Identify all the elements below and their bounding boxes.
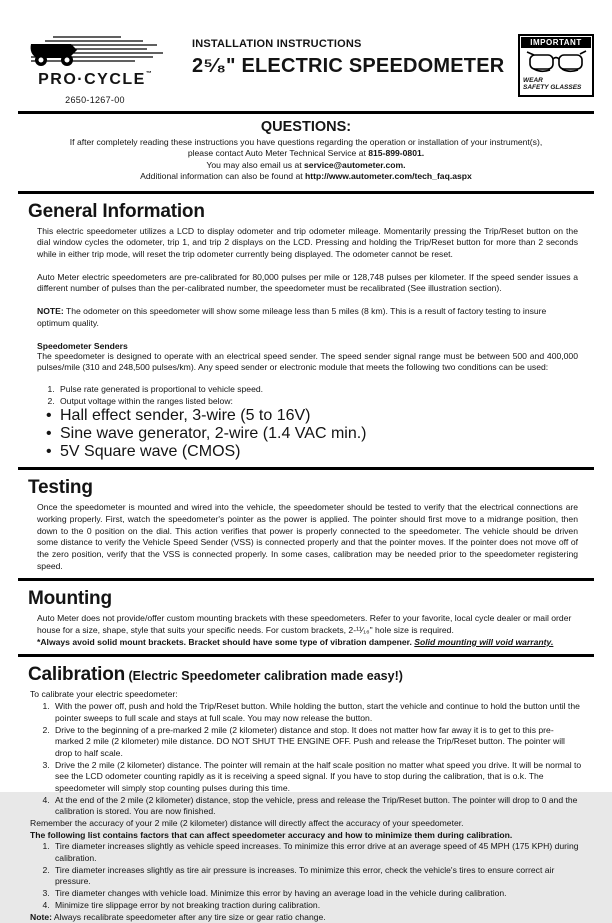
header (0, 0, 612, 111)
note-text: Always recalibrate speedometer after any tire size or gear ratio change. (52, 912, 326, 922)
calibration-heading (28, 664, 612, 686)
general-paragraph-1: This electric speedometer utilizes a LCD to display odometer and trip odometer mileage. Momentarily pressing the Trip/Reset button on the dial window cycles the odometer, trip 1, and trip 2 displays on the LCD. Pressing and holding the Trip/Reset button for more than 2 seconds while in either trip mode, will reset the trip odometer currently being displayed. The odometer cannot be reset. (37, 226, 578, 261)
note-label: Note: (30, 912, 52, 922)
factors-list (52, 841, 582, 911)
general-information-section (0, 201, 612, 462)
badge-caption-line1: WEAR (523, 77, 589, 84)
mounting-paragraph: Auto Meter does not provide/offer custom mounting brackets with these speedometers. Refer to your favorite, local cycle dealer or mail order house for a size, shape, style that suits your specific needs. For custom brackets, 2-¹¹⁄₁₆" hole size is required. (37, 613, 578, 636)
calibration-steps-list (52, 701, 582, 818)
list-item: 3. Drive the 2 mile (2 kilometer) distance. The pointer will remain at the half scale position no matter what speed you drive. It will be normal to see the LCD odometer counting rapidly as it is receiving a speed signal. If you have to stop during the calibration, that is o.k. The speedometer will simply stop counting pulses during this time. (52, 760, 582, 795)
list-item: • Hall effect sender, 3-wire (5 to 16V) (46, 407, 612, 425)
divider (18, 654, 594, 657)
questions-line-4-text: Additional information can also be found at (140, 171, 305, 181)
badge-caption-line2: SAFETY GLASSES (523, 84, 589, 91)
support-email: service@autometer.com. (304, 160, 406, 170)
mounting-warning-text: *Always avoid solid mount brackets. Bracket should have some type of vibration dampener. (37, 637, 414, 647)
calibration-note (30, 912, 582, 923)
calibration-heading-sub: (Electric Speedometer calibration made easy!) (125, 669, 403, 683)
list-item: 2. Tire diameter increases slightly as tire air pressure is increases. To minimize this error, check the vehicle's tires to ensure correct air pressure. (52, 865, 582, 888)
calibration-remember: Remember the accuracy of your 2 mile (2 kilometer) distance will directly affect the accuracy of your speedometer. (30, 818, 582, 830)
brand-name: PRO·CYCLE™ (20, 71, 170, 89)
general-paragraph-2: Auto Meter electric speedometers are pre-calibrated for 80,000 pulses per mile or 128,748 pulses per kilometer. If the speed sender issues a different number of pulses than the per-calibrated number, the speedometer must be recalibrated (See illustration section). (37, 272, 578, 295)
speedometer-senders-heading: Speedometer Senders (37, 341, 578, 351)
list-item: 1. Pulse rate generated is proportional to vehicle speed. (57, 384, 578, 396)
support-url: http://www.autometer.com/tech_faq.aspx (305, 171, 472, 181)
part-number: 2650-1267-00 (20, 95, 170, 105)
safety-badge (518, 34, 594, 97)
doc-type-title: INSTALLATION INSTRUCTIONS (192, 38, 518, 50)
list-item: 1. With the power off, push and hold the Trip/Reset button. While holding the button, start the vehicle and continue to hold the button until the pointer sweeps to full scale and stays at full scale. You may now release the button. (52, 701, 582, 724)
list-item: 2. Output voltage within the ranges listed below: (57, 396, 578, 408)
questions-section (0, 114, 612, 191)
list-item: 3. Tire diameter changes with vehicle load. Minimize this error by having an average load in the vehicle during calibration. (52, 888, 582, 900)
speed-lines-icon (25, 55, 165, 72)
list-item: 4. At the end of the 2 mile (2 kilometer) distance, stop the vehicle, press and release the Trip/Reset button. The pointer will drop to 0 and the calibration is stored. You are now finished. (52, 795, 582, 818)
safety-glasses-icon (521, 50, 591, 76)
note-label: NOTE: (37, 306, 64, 316)
factors-heading: The following list contains factors that can affect speedometer accuracy and how to minimize them during calibration. (30, 830, 582, 842)
general-note (37, 306, 578, 329)
title-block (170, 34, 518, 78)
mounting-heading: Mounting (28, 588, 612, 610)
trademark-symbol: ™ (146, 71, 152, 77)
list-item: 4. Minimize tire slippage error by not breaking traction during calibration. (52, 900, 582, 912)
questions-line-3-text: You may also email us at (206, 160, 304, 170)
testing-heading: Testing (28, 477, 612, 499)
list-item: 1. Tire diameter increases slightly as vehicle speed increases. To minimize this error drive at an average speed of 45 MPH (175 KPH) during calibration. (52, 841, 582, 864)
list-item: 2. Drive to the beginning of a pre-marked 2 mile (2 kilometer) distance and stop. It does not matter how far away it is to get to this pre-marked 2 mile (2 kilometer) mile distance. DO NOT SHUT THE ENGINE OFF. Push and release the Trip/Reset button. The pointer will drop to half scale. (52, 725, 582, 760)
questions-line-1: If after completely reading these instructions you have questions regarding the operation or installation of your instrument(s), (30, 137, 582, 148)
calibration-section (0, 664, 612, 923)
sender-conditions-list (57, 384, 578, 407)
divider (18, 191, 594, 194)
testing-section (0, 477, 612, 572)
list-item: • Sine wave generator, 2-wire (1.4 VAC min.) (46, 425, 612, 443)
general-information-heading: General Information (28, 201, 612, 223)
badge-caption (521, 76, 591, 94)
support-phone: 815-899-0801. (368, 148, 424, 158)
mounting-section (0, 588, 612, 648)
mounting-warning (37, 637, 578, 649)
important-label: IMPORTANT (521, 37, 591, 48)
testing-paragraph: Once the speedometer is mounted and wired into the vehicle, the speedometer should be tested to verify that the electrical connections are working properly. First, watch the speedometer's pointer as the power is applied. The pointer should first move to a midrange position, then down to the 0 position on the dial. This action verifies that power is properly connected to the speedometer. The vehicle should be driven some distance to verify the Vehicle Speed Sender (VSS) is connected properly and that the pointer moves. If the pointer does not move off of the zero position, verify that the VSS is connected properly. In some cases, calibration may be needed prior to the speedometer registering speed. (37, 502, 578, 572)
questions-heading: QUESTIONS: (30, 119, 582, 135)
pro-cycle-logo (20, 34, 170, 105)
calibration-intro: To calibrate your electric speedometer: (30, 689, 578, 701)
divider (18, 467, 594, 470)
questions-line-2 (30, 148, 582, 159)
list-item: • 5V Square wave (CMOS) (46, 443, 612, 461)
voltage-ranges-list (46, 407, 612, 461)
product-title: 2⁵⁄₈" ELECTRIC SPEEDOMETER (192, 55, 518, 78)
questions-line-4 (30, 171, 582, 182)
questions-line-2-text: please contact Auto Meter Technical Service at (188, 148, 368, 158)
calibration-heading-text: Calibration (28, 664, 125, 685)
void-warranty-text: Solid mounting will void warranty. (414, 637, 553, 647)
note-text: The odometer on this speedometer will show some mileage less than 5 miles (8 km). This is a result of factory testing to insure optimum quality. (37, 306, 546, 328)
senders-intro: The speedometer is designed to operate with an electrical speed sender. The speed sender signal range must be between 500 and 400,000 pulses/mile (310 and 248,500 pulses/km). Any speed sender or electronic module that meets the following two conditions can be used: (37, 351, 578, 374)
divider (18, 578, 594, 581)
questions-line-3 (30, 160, 582, 171)
